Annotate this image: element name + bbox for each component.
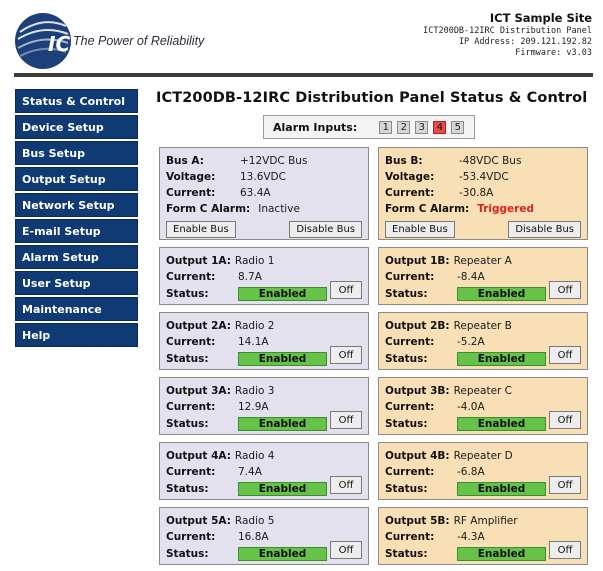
output-2b-panel bbox=[378, 312, 588, 370]
alarm-input-indicator: 3 bbox=[415, 121, 428, 134]
status-label: Status: bbox=[385, 418, 428, 430]
alarm-input-indicator-active: 4 bbox=[433, 121, 446, 134]
ict-logo-icon bbox=[14, 12, 84, 70]
output-4b-panel bbox=[378, 442, 588, 500]
bus-b-panel bbox=[378, 147, 588, 240]
voltage-value: -53.4VDC bbox=[459, 171, 509, 183]
enable-bus-button[interactable]: Enable Bus bbox=[385, 221, 455, 238]
off-button[interactable]: Off bbox=[549, 476, 581, 494]
form-c-alarm-label: Form C Alarm: bbox=[166, 203, 251, 215]
output-id: Output 2B: bbox=[385, 320, 450, 332]
sidebar-item-email-setup[interactable]: E-mail Setup bbox=[15, 219, 138, 243]
off-button[interactable]: Off bbox=[549, 411, 581, 429]
current-value: -4.3A bbox=[457, 531, 485, 543]
off-button[interactable]: Off bbox=[330, 346, 362, 364]
voltage-label: Voltage: bbox=[166, 171, 216, 183]
status-badge: Enabled bbox=[457, 547, 546, 561]
form-c-alarm-label: Form C Alarm: bbox=[385, 203, 470, 215]
status-badge: Enabled bbox=[457, 482, 546, 496]
off-button[interactable]: Off bbox=[330, 476, 362, 494]
current-value: -5.2A bbox=[457, 336, 485, 348]
site-info bbox=[423, 11, 592, 59]
current-label: Current: bbox=[166, 336, 216, 348]
output-name: Radio 5 bbox=[234, 515, 275, 527]
enable-bus-button[interactable]: Enable Bus bbox=[166, 221, 236, 238]
header-divider bbox=[14, 73, 593, 77]
bus-a-panel bbox=[159, 147, 369, 240]
current-value: -6.8A bbox=[457, 466, 485, 478]
output-name: Radio 2 bbox=[234, 320, 275, 332]
off-button[interactable]: Off bbox=[330, 411, 362, 429]
status-badge: Enabled bbox=[238, 287, 327, 301]
status-badge: Enabled bbox=[238, 482, 327, 496]
status-badge: Enabled bbox=[457, 417, 546, 431]
sidebar-item-alarm-setup[interactable]: Alarm Setup bbox=[15, 245, 138, 269]
device-model: ICT200DB-12IRC Distribution Panel bbox=[423, 26, 592, 36]
sidebar-nav bbox=[15, 89, 138, 349]
status-label: Status: bbox=[385, 483, 428, 495]
status-label: Status: bbox=[166, 353, 209, 365]
current-value: 63.4A bbox=[240, 187, 271, 199]
off-button[interactable]: Off bbox=[549, 346, 581, 364]
status-label: Status: bbox=[166, 483, 209, 495]
ict-logo bbox=[14, 10, 214, 70]
current-value: 8.7A bbox=[238, 271, 262, 283]
output-id: Output 4B: bbox=[385, 450, 450, 462]
status-badge: Enabled bbox=[457, 287, 546, 301]
output-id: Output 5B: bbox=[385, 515, 450, 527]
bus-name: +12VDC Bus bbox=[240, 155, 308, 167]
output-id: Output 1A: bbox=[166, 255, 231, 267]
current-label: Current: bbox=[385, 531, 435, 543]
status-badge: Enabled bbox=[238, 417, 327, 431]
output-name: Repeater D bbox=[453, 450, 513, 462]
bus-name: -48VDC Bus bbox=[459, 155, 522, 167]
logo-text: ICT bbox=[48, 32, 84, 56]
output-4a-panel bbox=[159, 442, 369, 500]
status-label: Status: bbox=[166, 548, 209, 560]
status-label: Status: bbox=[385, 353, 428, 365]
alarm-input-indicator: 2 bbox=[397, 121, 410, 134]
off-button[interactable]: Off bbox=[549, 541, 581, 559]
current-value: -8.4A bbox=[457, 271, 485, 283]
output-2a-panel bbox=[159, 312, 369, 370]
current-label: Current: bbox=[166, 466, 216, 478]
form-c-alarm-status: Triggered bbox=[477, 203, 534, 215]
output-id: Output 1B: bbox=[385, 255, 450, 267]
disable-bus-button[interactable]: Disable Bus bbox=[289, 221, 362, 238]
alarm-input-indicator: 1 bbox=[379, 121, 392, 134]
output-1b-panel bbox=[378, 247, 588, 305]
voltage-label: Voltage: bbox=[385, 171, 435, 183]
sidebar-item-status-control[interactable]: Status & Control bbox=[15, 89, 138, 113]
status-label: Status: bbox=[166, 418, 209, 430]
output-name: Repeater A bbox=[453, 255, 512, 267]
sidebar-item-network-setup[interactable]: Network Setup bbox=[15, 193, 138, 217]
alarm-inputs-label: Alarm Inputs: bbox=[273, 120, 358, 134]
current-label: Current: bbox=[385, 187, 435, 199]
output-id: Output 3A: bbox=[166, 385, 231, 397]
page-title: ICT200DB-12IRC Distribution Panel Status & Control bbox=[156, 90, 588, 106]
current-label: Current: bbox=[385, 401, 435, 413]
sidebar-item-output-setup[interactable]: Output Setup bbox=[15, 167, 138, 191]
output-3a-panel bbox=[159, 377, 369, 435]
current-value: -4.0A bbox=[457, 401, 485, 413]
output-name: Radio 1 bbox=[234, 255, 275, 267]
voltage-value: 13.6VDC bbox=[240, 171, 286, 183]
current-label: Current: bbox=[385, 271, 435, 283]
current-value: 7.4A bbox=[238, 466, 262, 478]
sidebar-item-device-setup[interactable]: Device Setup bbox=[15, 115, 138, 139]
site-name: ICT Sample Site bbox=[489, 11, 592, 25]
output-name: Radio 4 bbox=[234, 450, 275, 462]
current-label: Current: bbox=[166, 401, 216, 413]
current-value: -30.8A bbox=[459, 187, 494, 199]
status-label: Status: bbox=[385, 288, 428, 300]
current-label: Current: bbox=[166, 531, 216, 543]
tagline: The Power of Reliability bbox=[73, 34, 205, 48]
output-1a-panel bbox=[159, 247, 369, 305]
output-5a-panel bbox=[159, 507, 369, 565]
sidebar-item-maintenance[interactable]: Maintenance bbox=[15, 297, 138, 321]
current-value: 12.9A bbox=[238, 401, 269, 413]
status-badge: Enabled bbox=[238, 547, 327, 561]
status-badge: Enabled bbox=[457, 352, 546, 366]
disable-bus-button[interactable]: Disable Bus bbox=[508, 221, 581, 238]
output-id: Output 3B: bbox=[385, 385, 450, 397]
output-5b-panel bbox=[378, 507, 588, 565]
current-value: 16.8A bbox=[238, 531, 269, 543]
sidebar-item-help[interactable]: Help bbox=[15, 323, 138, 347]
off-button[interactable]: Off bbox=[549, 281, 581, 299]
output-id: Output 5A: bbox=[166, 515, 231, 527]
off-button[interactable]: Off bbox=[330, 541, 362, 559]
output-name: Radio 3 bbox=[234, 385, 275, 397]
current-label: Current: bbox=[385, 466, 435, 478]
off-button[interactable]: Off bbox=[330, 281, 362, 299]
current-label: Current: bbox=[166, 271, 216, 283]
status-label: Status: bbox=[166, 288, 209, 300]
bus-name-label: Bus B: bbox=[385, 155, 423, 167]
status-label: Status: bbox=[385, 548, 428, 560]
current-label: Current: bbox=[385, 336, 435, 348]
sidebar-item-user-setup[interactable]: User Setup bbox=[15, 271, 138, 295]
output-id: Output 2A: bbox=[166, 320, 231, 332]
output-name: Repeater B bbox=[453, 320, 512, 332]
status-badge: Enabled bbox=[238, 352, 327, 366]
output-name: Repeater C bbox=[453, 385, 513, 397]
bus-name-label: Bus A: bbox=[166, 155, 204, 167]
output-name: RF Amplifier bbox=[453, 515, 518, 527]
alarm-input-indicator: 5 bbox=[451, 121, 464, 134]
current-label: Current: bbox=[166, 187, 216, 199]
current-value: 14.1A bbox=[238, 336, 269, 348]
ip-address: IP Address: 209.121.192.82 bbox=[458, 37, 592, 47]
firmware-version: Firmware: v3.03 bbox=[515, 48, 592, 58]
form-c-alarm-status: Inactive bbox=[258, 203, 300, 215]
output-id: Output 4A: bbox=[166, 450, 231, 462]
alarm-inputs bbox=[263, 115, 475, 139]
sidebar-item-bus-setup[interactable]: Bus Setup bbox=[15, 141, 138, 165]
output-3b-panel bbox=[378, 377, 588, 435]
